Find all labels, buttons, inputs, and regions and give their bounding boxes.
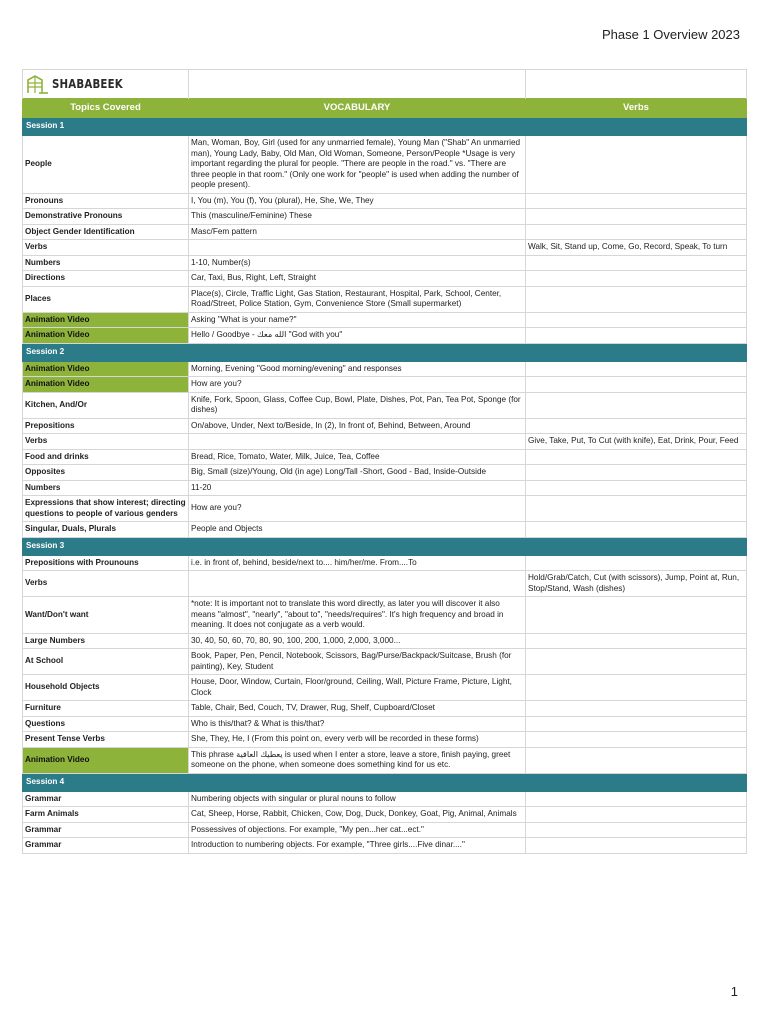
vocabulary-cell: Car, Taxi, Bus, Right, Left, Straight [189,271,526,287]
table-row [23,136,747,194]
verbs-cell [526,791,747,807]
logo-text: SHABABEEK [52,75,123,91]
vocabulary-cell: 11-20 [189,480,526,496]
verbs-cell [526,209,747,225]
verbs-cell [526,701,747,717]
vocabulary-cell: i.e. in front of, behind, beside/next to.... him/her/me. From....To [189,555,526,571]
vocabulary-cell: On/above, Under, Next to/Beside, In (2), In front of, Behind, Between, Around [189,418,526,434]
topic-cell: Animation Video [23,328,189,344]
vocabulary-cell: 30, 40, 50, 60, 70, 80, 90, 100, 200, 1,000, 2,000, 3,000... [189,633,526,649]
topic-cell: Places [23,286,189,312]
topic-cell: Grammar [23,822,189,838]
table-row [23,701,747,717]
topic-cell: Animation Video [23,747,189,773]
logo-mark-icon [25,74,49,94]
session-label: Session 2 [23,343,189,361]
verbs-cell [526,716,747,732]
verbs-cell [526,328,747,344]
logo-row-empty-cell [526,70,747,99]
table-row [23,747,747,773]
session-empty-cell [189,537,526,555]
topic-cell: Household Objects [23,675,189,701]
topic-cell: Animation Video [23,361,189,377]
verbs-cell [526,649,747,675]
verbs-cell [526,418,747,434]
session-empty-cell [526,118,747,136]
verbs-cell: Hold/Grab/Catch, Cut (with scissors), Jump, Point at, Run, Stop/Stand, Wash (dishes) [526,571,747,597]
verbs-cell [526,136,747,194]
vocabulary-cell: Knife, Fork, Spoon, Glass, Coffee Cup, Bowl, Plate, Dishes, Pot, Pan, Tea Pot, Sponge (for dishes) [189,392,526,418]
column-header-topics: Topics Covered [23,99,189,118]
table-row [23,480,747,496]
session-empty-cell [526,773,747,791]
table-row [23,392,747,418]
table-row [23,522,747,538]
verbs-cell: Give, Take, Put, To Cut (with knife), Eat, Drink, Pour, Feed [526,434,747,450]
vocabulary-cell: People and Objects [189,522,526,538]
session-label: Session 1 [23,118,189,136]
page-number: 1 [730,984,738,999]
session-header-row [23,343,747,361]
verbs-cell [526,822,747,838]
vocabulary-cell: Masc/Fem pattern [189,224,526,240]
table-row [23,675,747,701]
document-title: Phase 1 Overview 2023 [601,27,740,42]
table-row [23,822,747,838]
vocabulary-cell: Possessives of objections. For example, "My pen...her cat...ect." [189,822,526,838]
column-header-row [23,99,747,118]
vocabulary-cell [189,434,526,450]
table-row [23,377,747,393]
table-row [23,449,747,465]
topic-cell: At School [23,649,189,675]
column-header-vocabulary: VOCABULARY [189,99,526,118]
verbs-cell [526,675,747,701]
topic-cell: Furniture [23,701,189,717]
topic-cell: Opposites [23,465,189,481]
vocabulary-cell: I, You (m), You (f), You (plural), He, She, We, They [189,193,526,209]
verbs-cell [526,838,747,854]
vocabulary-cell [189,571,526,597]
logo-row-empty-cell [189,70,526,99]
verbs-cell [526,522,747,538]
verbs-cell [526,633,747,649]
session-header-row [23,118,747,136]
topic-cell: Want/Don't want [23,597,189,634]
vocabulary-cell: House, Door, Window, Curtain, Floor/ground, Ceiling, Wall, Picture Frame, Picture, Light, Clock [189,675,526,701]
table-row [23,597,747,634]
logo-cell [23,70,189,99]
table-row [23,209,747,225]
table-row [23,193,747,209]
table-row [23,571,747,597]
topic-cell: Prepositions with Prounouns [23,555,189,571]
table-row [23,791,747,807]
vocabulary-cell: Cat, Sheep, Horse, Rabbit, Chicken, Cow, Dog, Duck, Donkey, Goat, Pig, Animal, Animals [189,807,526,823]
verbs-cell [526,193,747,209]
logo-row [23,70,747,99]
vocabulary-cell: Book, Paper, Pen, Pencil, Notebook, Scissors, Bag/Purse/Backpack/Suitcase, Brush (for painting), Key, Student [189,649,526,675]
table-row [23,649,747,675]
topic-cell: Food and drinks [23,449,189,465]
vocabulary-cell: Table, Chair, Bed, Couch, TV, Drawer, Rug, Shelf, Cupboard/Closet [189,701,526,717]
topic-cell: Verbs [23,571,189,597]
verbs-cell [526,496,747,522]
vocabulary-cell: She, They, He, I (From this point on, every verb will be recorded in these forms) [189,732,526,748]
session-empty-cell [189,343,526,361]
topic-cell: Directions [23,271,189,287]
table-row [23,716,747,732]
session-header-row [23,537,747,555]
overview-table-container [22,69,746,854]
table-row [23,807,747,823]
topic-cell: Large Numbers [23,633,189,649]
table-row [23,255,747,271]
table-row [23,496,747,522]
topic-cell: Animation Video [23,377,189,393]
vocabulary-cell: This phrase يعطيك العافية is used when I enter a store, leave a store, finish paying, greet someone on the phone, when someone does something kind for us etc. [189,747,526,773]
table-row [23,418,747,434]
topic-cell: Animation Video [23,312,189,328]
topic-cell: Grammar [23,838,189,854]
verbs-cell [526,392,747,418]
verbs-cell [526,224,747,240]
table-row [23,312,747,328]
verbs-cell [526,747,747,773]
verbs-cell [526,732,747,748]
vocabulary-cell: Who is this/that? & What is this/that? [189,716,526,732]
vocabulary-cell: Introduction to numbering objects. For example, "Three girls....Five dinar...." [189,838,526,854]
topic-cell: Farm Animals [23,807,189,823]
vocabulary-cell: How are you? [189,496,526,522]
verbs-cell [526,286,747,312]
verbs-cell [526,597,747,634]
table-row [23,361,747,377]
session-header-row [23,773,747,791]
table-row [23,240,747,256]
verbs-cell [526,807,747,823]
verbs-cell [526,465,747,481]
verbs-cell [526,449,747,465]
topic-cell: Numbers [23,255,189,271]
table-row [23,732,747,748]
vocabulary-cell: Numbering objects with singular or plural nouns to follow [189,791,526,807]
table-row [23,328,747,344]
table-row [23,434,747,450]
topic-cell: Questions [23,716,189,732]
topic-cell: Object Gender Identification [23,224,189,240]
topic-cell: Grammar [23,791,189,807]
table-row [23,224,747,240]
vocabulary-cell: Morning, Evening "Good morning/evening" and responses [189,361,526,377]
column-header-verbs: Verbs [526,99,747,118]
vocabulary-cell: Place(s), Circle, Traffic Light, Gas Station, Restaurant, Hospital, Park, School, Center, Road/Street, Police Station, Gym, Convenience Store (Small supermarket) [189,286,526,312]
verbs-cell [526,312,747,328]
verbs-cell: Walk, Sit, Stand up, Come, Go, Record, Speak, To turn [526,240,747,256]
topic-cell: Kitchen, And/Or [23,392,189,418]
table-row [23,271,747,287]
topic-cell: Expressions that show interest; directing questions to people of various genders [23,496,189,522]
vocabulary-cell [189,240,526,256]
session-empty-cell [526,343,747,361]
vocabulary-cell: How are you? [189,377,526,393]
session-empty-cell [189,773,526,791]
table-row [23,633,747,649]
verbs-cell [526,555,747,571]
topic-cell: People [23,136,189,194]
vocabulary-cell: Asking "What is your name?" [189,312,526,328]
topic-cell: Prepositions [23,418,189,434]
table-body [23,118,747,854]
topic-cell: Singular, Duals, Plurals [23,522,189,538]
verbs-cell [526,271,747,287]
table-row [23,838,747,854]
topic-cell: Verbs [23,434,189,450]
vocabulary-cell: Big, Small (size)/Young, Old (in age) Long/Tall -Short, Good - Bad, Inside-Outside [189,465,526,481]
verbs-cell [526,480,747,496]
topic-cell: Verbs [23,240,189,256]
verbs-cell [526,255,747,271]
verbs-cell [526,361,747,377]
vocabulary-cell: Hello / Goodbye - الله معك "God with you" [189,328,526,344]
vocabulary-cell: Bread, Rice, Tomato, Water, Milk, Juice, Tea, Coffee [189,449,526,465]
vocabulary-cell: Man, Woman, Boy, Girl (used for any unmarried female), Young Man ("Shab" An unmarried man), Young Lady, Baby, Old Man, Old Woman, Someone, Person/People *Usage is very important regarding the plural for people. "There are people in the road." vs. "There are three people in that room." (Only one work for "people" is used when adding the number of people present). [189,136,526,194]
topic-cell: Present Tense Verbs [23,732,189,748]
topic-cell: Numbers [23,480,189,496]
shababeek-logo [25,70,186,98]
session-empty-cell [526,537,747,555]
topic-cell: Demonstrative Pronouns [23,209,189,225]
session-label: Session 3 [23,537,189,555]
overview-table [22,69,747,854]
verbs-cell [526,377,747,393]
table-row [23,555,747,571]
topic-cell: Pronouns [23,193,189,209]
session-label: Session 4 [23,773,189,791]
table-row [23,286,747,312]
vocabulary-cell: *note: It is important not to translate this word directly, as later you will discover it also means "almost", "nearly", "about to", "needs/requires". It's high frequency and broad in meaning. It does not conjugate as a verb would. [189,597,526,634]
table-row [23,465,747,481]
vocabulary-cell: This (masculine/Feminine) These [189,209,526,225]
vocabulary-cell: 1-10, Number(s) [189,255,526,271]
session-empty-cell [189,118,526,136]
